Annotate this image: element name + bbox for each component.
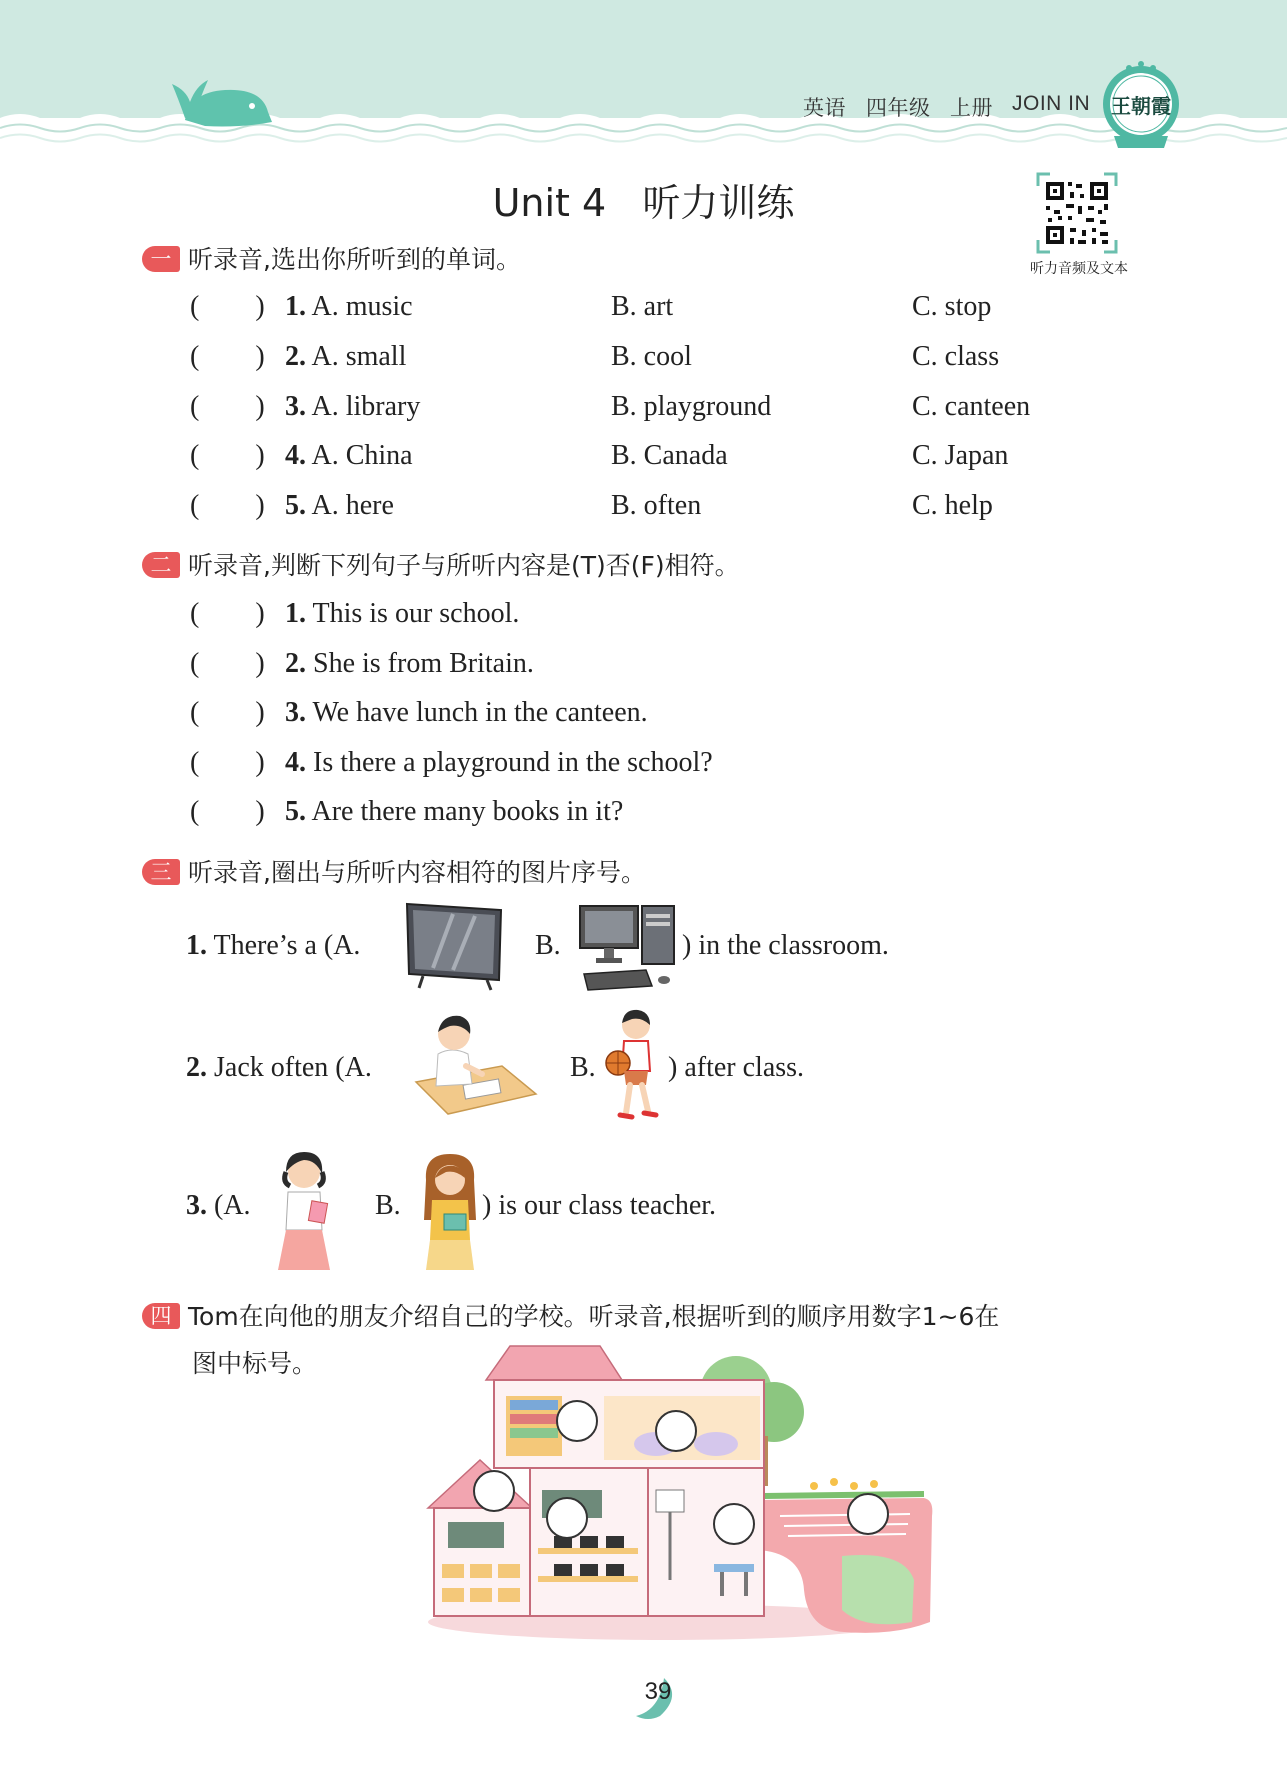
- header-band: [0, 0, 1287, 150]
- question-text: There’s a (A.: [213, 930, 361, 961]
- option-b: B. cool: [611, 341, 692, 372]
- teacher-a-icon[interactable]: [272, 1148, 338, 1272]
- qr-caption: 听力音频及文本: [1030, 261, 1128, 277]
- answer-blank[interactable]: ( ): [190, 391, 265, 422]
- answer-circle-3[interactable]: [473, 1470, 515, 1512]
- list-item: [190, 792, 623, 832]
- option-c: C. canteen: [912, 391, 1031, 422]
- list-item: [190, 743, 713, 783]
- option-b: B. art: [611, 291, 674, 322]
- option-b: B. playground: [611, 391, 772, 422]
- section3-instruction: 听录音,圈出与所听内容相符的图片序号。: [188, 858, 646, 887]
- header-series: JOIN IN: [1012, 92, 1091, 115]
- statement-text: Is there a playground in the school?: [313, 747, 713, 778]
- item-number: 1.: [285, 291, 306, 322]
- section4-instruction-line1: Tom在向他的朋友介绍自己的学校。听录音,根据听到的顺序用数字1~6在: [188, 1302, 1000, 1331]
- option-a: A. library: [311, 391, 421, 422]
- option-b-label: B.: [375, 1190, 401, 1221]
- list-item: [190, 594, 519, 634]
- item-number: 3.: [186, 1190, 207, 1221]
- option-a: A. music: [311, 291, 413, 322]
- list-item: [190, 436, 413, 476]
- option-c: C. Japan: [912, 440, 1009, 471]
- answer-circle-6[interactable]: [847, 1493, 889, 1535]
- page-number: 39: [644, 1678, 672, 1705]
- brand-badge-icon: [1100, 58, 1182, 152]
- boy-basketball-icon[interactable]: [604, 1005, 666, 1127]
- computer-icon[interactable]: [574, 900, 682, 996]
- item-number: 4.: [285, 440, 306, 471]
- option-c: C. stop: [912, 291, 992, 322]
- section1-instruction: 听录音,选出你所听到的单词。: [188, 245, 521, 274]
- item-number: 1.: [285, 598, 306, 629]
- statement-text: Are there many books in it?: [311, 796, 624, 827]
- section4-instruction-line2: 图中标号。: [192, 1349, 318, 1378]
- tv-icon[interactable]: [403, 900, 505, 992]
- list-item: [190, 693, 648, 733]
- answer-circle-4[interactable]: [546, 1497, 588, 1539]
- section2-heading: [142, 546, 740, 582]
- statement-text: She is from Britain.: [313, 648, 534, 679]
- option-a: A. China: [311, 440, 413, 471]
- question-3-lead: [186, 1190, 251, 1222]
- option-b-label: B.: [570, 1052, 596, 1083]
- answer-blank[interactable]: ( ): [190, 440, 265, 471]
- option-a: A. here: [311, 490, 394, 521]
- answer-blank[interactable]: ( ): [190, 291, 265, 322]
- section2-instruction: 听录音,判断下列句子与所听内容是(T)否(F)相符。: [188, 551, 740, 580]
- qr-code-icon: [1036, 172, 1118, 254]
- question-1-tail: ) in the classroom.: [682, 930, 889, 961]
- header-volume: 上册: [950, 97, 993, 120]
- answer-blank[interactable]: ( ): [190, 796, 265, 827]
- answer-blank[interactable]: ( ): [190, 341, 265, 372]
- header-subject: 英语: [803, 97, 846, 120]
- question-text: Jack often (A.: [214, 1052, 372, 1083]
- question-1-lead: [186, 930, 360, 962]
- item-number: 3.: [285, 697, 306, 728]
- section1-heading: [142, 240, 521, 276]
- list-item: [190, 337, 406, 377]
- statement-text: We have lunch in the canteen.: [312, 697, 648, 728]
- item-number: 2.: [285, 341, 306, 372]
- option-c: C. class: [912, 341, 1000, 372]
- answer-blank[interactable]: ( ): [190, 490, 265, 521]
- answer-circle-1[interactable]: [556, 1400, 598, 1442]
- option-a: A. small: [311, 341, 407, 372]
- list-item: [190, 486, 394, 526]
- option-c: C. help: [912, 490, 993, 521]
- section3-heading: [142, 853, 646, 889]
- boy-drawing-icon[interactable]: [412, 1010, 538, 1116]
- list-item: [190, 387, 420, 427]
- header-grade: 四年级: [866, 97, 931, 120]
- list-item: [190, 287, 413, 327]
- teacher-b-icon[interactable]: [418, 1150, 482, 1272]
- answer-blank[interactable]: ( ): [190, 598, 265, 629]
- section4-number: 四: [142, 1303, 180, 1329]
- answer-circle-2[interactable]: [655, 1410, 697, 1452]
- answer-blank[interactable]: ( ): [190, 747, 265, 778]
- section2-number: 二: [142, 552, 180, 578]
- list-item: [190, 644, 534, 684]
- item-number: 2.: [186, 1052, 207, 1083]
- item-number: 5.: [285, 490, 306, 521]
- option-b: B. Canada: [611, 440, 728, 471]
- item-number: 1.: [186, 930, 207, 961]
- answer-blank[interactable]: ( ): [190, 648, 265, 679]
- question-2-lead: [186, 1052, 372, 1084]
- item-number: 5.: [285, 796, 306, 827]
- item-number: 4.: [285, 747, 306, 778]
- section1-number: 一: [142, 246, 180, 272]
- statement-text: This is our school.: [312, 598, 520, 629]
- question-2-tail: ) after class.: [668, 1052, 805, 1083]
- answer-blank[interactable]: ( ): [190, 697, 265, 728]
- section3-number: 三: [142, 859, 180, 885]
- question-3-tail: ) is our class teacher.: [482, 1190, 717, 1221]
- option-b: B. often: [611, 490, 702, 521]
- svg-text:王朝霞: 王朝霞: [1111, 94, 1171, 118]
- item-number: 2.: [285, 648, 306, 679]
- option-b-label: B.: [535, 930, 561, 961]
- question-text: (A.: [214, 1190, 251, 1221]
- page-title: Unit 4 听力训练: [492, 181, 795, 225]
- section4-heading: [142, 1297, 999, 1333]
- answer-circle-5[interactable]: [713, 1503, 755, 1545]
- item-number: 3.: [285, 391, 306, 422]
